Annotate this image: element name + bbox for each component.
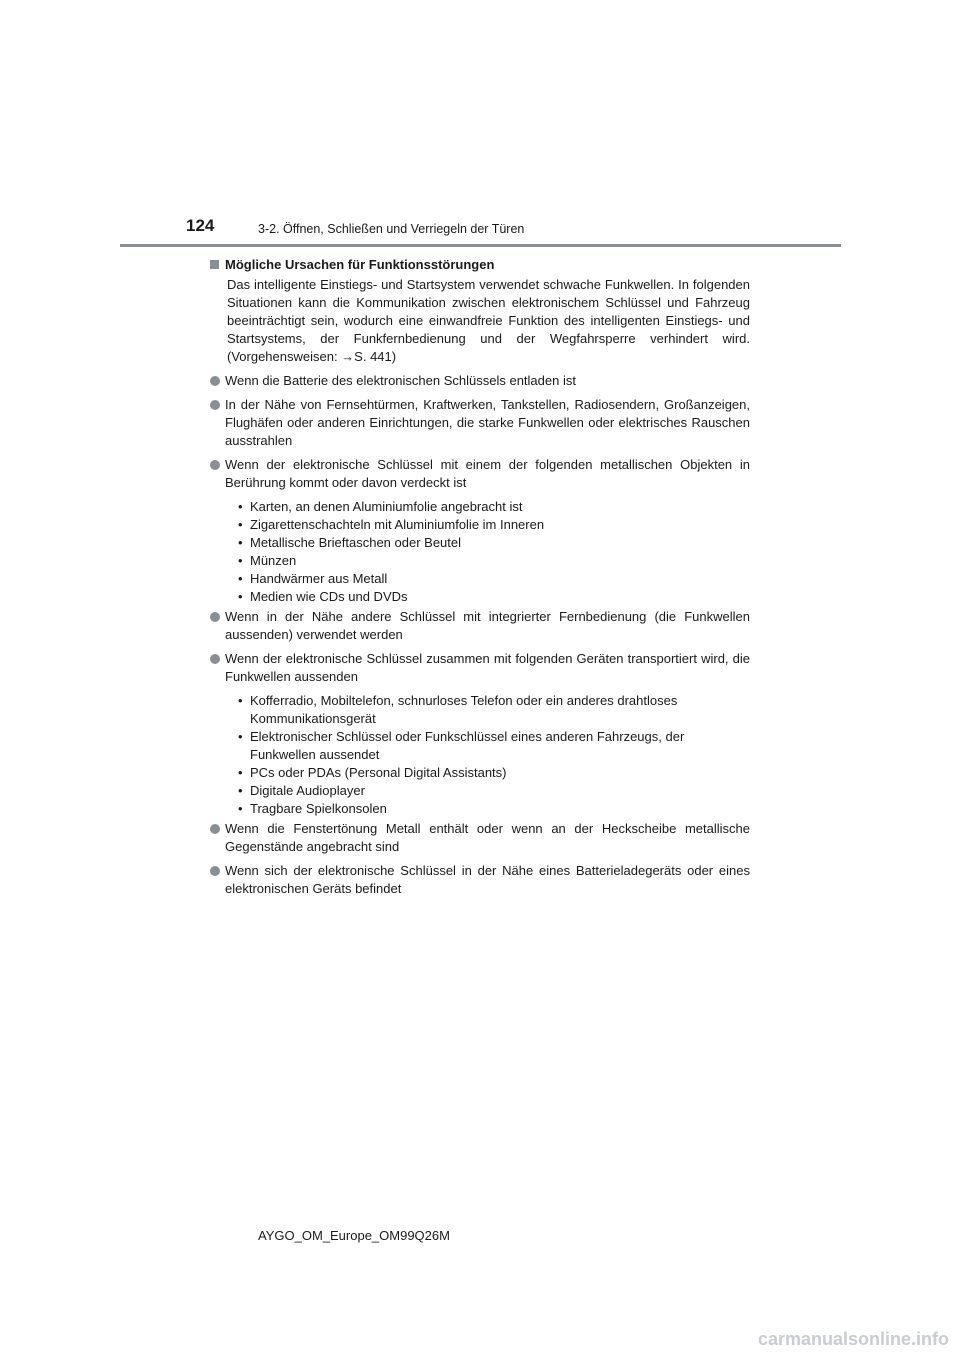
- dot-bullet-icon: •: [238, 765, 243, 780]
- page-number: 124: [186, 216, 215, 235]
- sub-list-item: • Handwärmer aus Metall: [238, 571, 388, 586]
- dot-bullet-icon: •: [238, 517, 243, 532]
- circle-bullet-icon: [210, 824, 220, 834]
- circle-bullet-icon: [210, 866, 220, 876]
- list-item-text: Wenn die Batterie des elektronischen Schlüssels entladen ist: [225, 373, 576, 388]
- circle-bullet-icon: [210, 376, 220, 386]
- list-item: [210, 396, 750, 450]
- list-item-text: Wenn der elektronische Schlüssel mit einem der folgenden metallischen Objekten in Berührung kommt oder davon verdeckt ist: [225, 457, 750, 490]
- list-item-text: In der Nähe von Fernsehtürmen, Kraftwerken, Tankstellen, Radiosendern, Großanzeigen, Flughäfen oder anderen Einrichtungen, die starke Funkwellen oder elektrisches Rauschen ausstrahlen: [225, 397, 750, 448]
- circle-bullet-icon: [210, 400, 220, 410]
- list-item-text: Wenn der elektronische Schlüssel zusammen mit folgenden Geräten transportiert wird, die Funkwellen aussenden: [225, 651, 750, 684]
- circle-bullet-icon: [210, 460, 220, 470]
- sub-list-item: • Kofferradio, Mobiltelefon, schnurloses Telefon oder ein anderes drahtloses Kommunikationsgerät: [238, 693, 678, 726]
- dot-bullet-icon: •: [238, 801, 243, 816]
- dot-bullet-icon: •: [238, 553, 243, 568]
- dot-bullet-icon: •: [238, 693, 243, 708]
- intro-paragraph: Das intelligente Einstiegs- und Startsystem verwendet schwache Funkwellen. In folgenden Situationen kann die Kommunikation zwischen elektronischem Schlüssel und Fahrzeug beeinträchtigt sein, wodurch eine einwandfreie Funktion des intelligenten Einstiegs- und Startsystems, der Funkfernbedienung und der Wegfahrsperre verhindert wird. (Vorgehensweisen: →S. 441): [227, 277, 750, 364]
- circle-bullet-icon: [210, 612, 220, 622]
- sub-list-item: • Medien wie CDs und DVDs: [238, 589, 408, 604]
- list-item-text: Wenn die Fenstertönung Metall enthält oder wenn an der Heckscheibe metallische Gegenstände angebracht sind: [225, 821, 750, 854]
- dot-bullet-icon: •: [238, 535, 243, 550]
- list-item: [210, 862, 750, 898]
- circle-bullet-icon: [210, 654, 220, 664]
- sub-list-item: • Münzen: [238, 553, 297, 568]
- sub-list-item: • Zigarettenschachteln mit Aluminiumfolie im Inneren: [238, 517, 545, 532]
- dot-bullet-icon: •: [238, 589, 243, 604]
- chapter-title: 3-2. Öffnen, Schließen und Verriegeln der Türen: [258, 222, 525, 236]
- list-item: [210, 372, 750, 390]
- header-divider: [120, 244, 841, 247]
- sub-list-item: • Digitale Audioplayer: [238, 783, 365, 798]
- dot-bullet-icon: •: [238, 783, 243, 798]
- list-item: [210, 820, 750, 856]
- dot-bullet-icon: •: [238, 729, 243, 744]
- dot-bullet-icon: •: [238, 571, 243, 586]
- list-item-text: Wenn in der Nähe andere Schlüssel mit integrierter Fernbedienung (die Funkwellen aussenden) verwendet werden: [225, 609, 750, 642]
- list-item: [210, 650, 750, 686]
- dot-bullet-icon: •: [238, 499, 243, 514]
- section-heading: [210, 256, 750, 274]
- sub-list-item: • Elektronischer Schlüssel oder Funkschlüssel eines anderen Fahrzeugs, der Funkwellen aussendet: [238, 729, 685, 762]
- square-bullet-icon: [210, 260, 219, 269]
- sub-list: [238, 498, 750, 606]
- list-item: [210, 608, 750, 644]
- sub-list: [238, 692, 750, 818]
- sub-list-item: • PCs oder PDAs (Personal Digital Assistants): [238, 765, 507, 780]
- document-code: AYGO_OM_Europe_OM99Q26M: [258, 1228, 450, 1243]
- list-item-text: Wenn sich der elektronische Schlüssel in der Nähe eines Batterieladegeräts oder eines elektronischen Geräts befindet: [225, 863, 750, 896]
- section-heading-text: Mögliche Ursachen für Funktionsstörungen: [225, 257, 495, 272]
- watermark: carmanualsonline.info: [758, 1329, 950, 1349]
- sub-list-item: • Tragbare Spielkonsolen: [238, 801, 387, 816]
- sub-list-item: • Karten, an denen Aluminiumfolie angebracht ist: [238, 499, 523, 514]
- list-item: [210, 456, 750, 492]
- sub-list-item: • Metallische Brieftaschen oder Beutel: [238, 535, 462, 550]
- content-section: [210, 256, 750, 898]
